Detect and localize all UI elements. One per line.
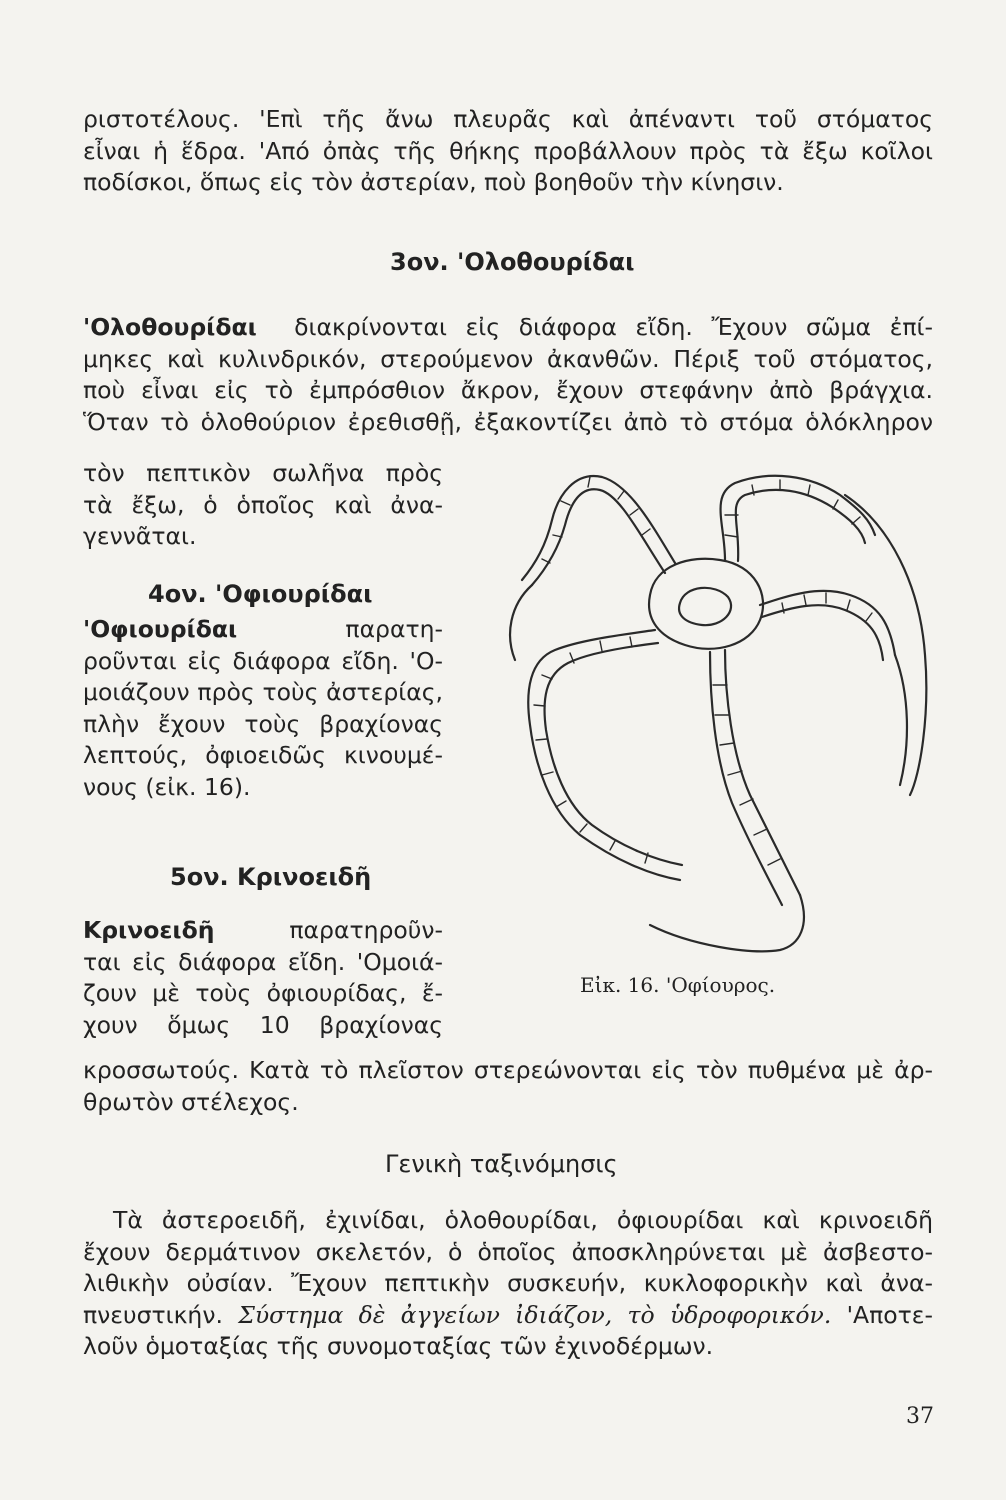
text-line [83,614,443,646]
general-last-start: πνευστικήν. [83,1300,223,1329]
disc-outline [649,559,763,649]
section-5-lead: Κρινοειδῆ [83,916,215,944]
section-3-lead: 'Ολοθουρίδαι [83,313,257,341]
text-line: λοῦν ὁμοταξίας τῆς συνομοταξίας τῶν ἐχινοδέρμων. [83,1332,714,1360]
section-5-continuation [83,1055,933,1118]
text-line: ριστοτέλους. 'Επὶ τῆς ἄνω πλευρᾶς καὶ ἀπέναντι τοῦ στόματος [83,105,933,133]
text-line: ἔχουν δερμάτινον σκελετόν, ὁ ὁποῖος ἀποσκληρύνεται μὲ ἀσβεστο- [83,1237,933,1266]
text-line: ποὺ εἶναι εἰς τὸ ἐμπρόσθιον ἄκρον, ἔχουν στεφάνην ἀπὸ βράγχια. [83,376,933,404]
section-3-heading: 3ον. 'Ολοθουρίδαι [390,248,635,276]
general-paragraph [83,1205,933,1363]
text-line [83,312,933,344]
section-4-paragraph [83,614,443,803]
page-number: 37 [906,1404,934,1429]
text-line: τὰ ἔξω, ὁ ὁποῖος καὶ ἀνα- [83,490,443,519]
text-line: Τὰ ἀστεροειδῆ, ἐχινίδαι, ὁλοθουρίδαι, ὀφιουρίδαι καὶ κρινοειδῆ [113,1206,933,1234]
text-line: πλὴν ἔχουν τοὺς βραχίονας [83,709,443,738]
text-line: ται εἰς διάφορα εἴδη. 'Ομοιά- [83,947,443,976]
general-last-end: 'Αποτε- [846,1300,933,1329]
text-line: κροσσωτούς. Κατὰ τὸ πλεῖστον στερεώνονται εἰς τὸν πυθμένα μὲ ἀρ- [83,1056,933,1084]
section-5-paragraph [83,915,443,1041]
arm-right [760,591,895,655]
brittle-star-illustration [470,455,940,975]
text-line: μηκες καὶ κυλινδρικόν, στερούμενον ἀκανθῶν. Πέριξ τοῦ στόματος, [83,344,933,373]
text-line [83,915,443,947]
text-line: λιθικὴν οὐσίαν. Ἔχουν πεπτικὴν συσκευήν, κυκλοφορικὴν καὶ ἀνα- [83,1269,933,1297]
arm-upper-left [532,489,665,585]
arm-upper-right [721,476,875,560]
left-column [83,458,443,553]
section-5-line1: παρατηροῦν- [289,916,443,944]
text-line: τὸν πεπτικὸν σωλῆνα πρὸς [83,459,443,487]
text-line: μοιάζουν πρὸς τοὺς ἀστερίας, [83,678,443,706]
text-line: ζουν μὲ τοὺς ὀφιουρίδας, ἔ- [83,979,443,1007]
general-italic: Σύστημα δὲ ἀγγείων ἰδιάζον, τὸ ὑδροφορικόν. [238,1300,832,1329]
section-4-lead: 'Οφιουρίδαι [83,615,238,643]
section-4-line1: παρατη- [345,615,443,643]
section-3-paragraph [83,312,933,438]
section-3-line1: διακρίνονται εἰς διάφορα εἴδη. Ἔχουν σῶμα ἐπί- [294,313,933,341]
text-line [83,1300,933,1332]
text-line: γεννᾶται. [83,522,197,550]
section-5-heading: 5ον. Κρινοειδῆ [170,863,372,891]
general-heading: Γενικὴ ταξινόμησις [385,1150,618,1178]
text-line: Ὅταν τὸ ὁλοθούριον ἐρεθισθῇ, ἐξακοντίζει ἀπὸ τὸ στόμα ὁλόκληρον [83,407,933,436]
text-line: χουν ὅμως 10 βραχίονας [83,1010,443,1039]
tail-right [845,495,926,795]
figure-caption: Εἰκ. 16. 'Οφίουρος. [580,973,776,997]
section-4-heading: 4ον. 'Οφιουρίδαι [148,580,373,608]
mouth-outline [679,588,731,625]
text-line: ποδίσκοι, ὅπως εἰς τὸν ἀστερίαν, ποὺ βοηθοῦν τὴν κίνησιν. [83,168,784,196]
text-line: θρωτὸν στέλεχος. [83,1087,299,1116]
intro-paragraph [83,104,933,199]
text-line: λεπτούς, ὀφιοειδῶς κινουμέ- [83,741,443,769]
text-line: ροῦνται εἰς διάφορα εἴδη. 'Ο- [83,646,443,675]
text-line: νους (εἰκ. 16). [83,772,251,801]
text-line: εἶναι ἡ ἕδρα. 'Από ὀπὰς τῆς θήκης προβάλλουν πρὸς τὰ ἔξω κοῖλοι [83,136,933,165]
